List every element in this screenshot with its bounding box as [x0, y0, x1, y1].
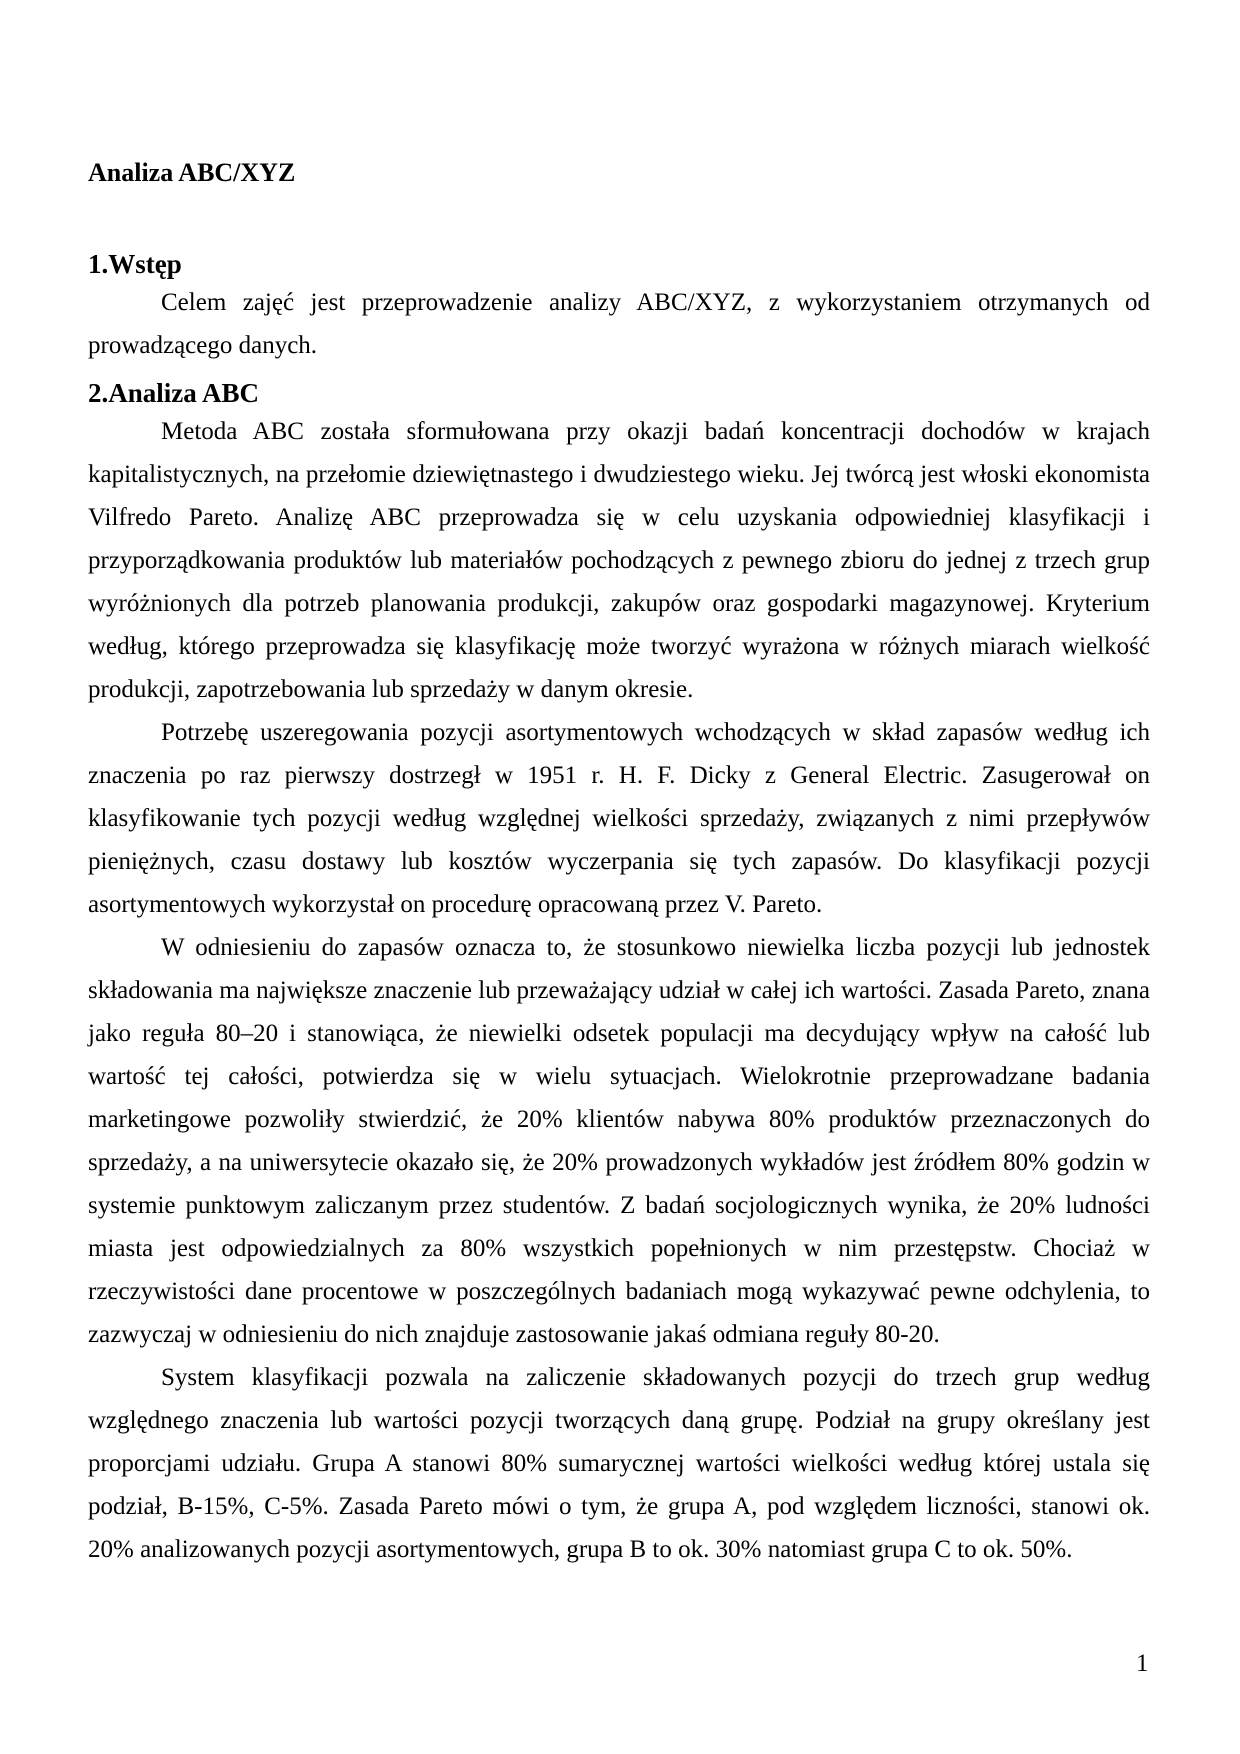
section-heading: 2.Analiza ABC	[88, 378, 260, 408]
section-introduction	[88, 247, 1150, 367]
document-title: Analiza ABC/XYZ	[88, 158, 296, 187]
paragraph: Potrzebę uszeregowania pozycji asortymentowych wchodzących w skład zapasów według ich znaczenia po raz pierwszy dostrzegł w 1951 r. H. F. Dicky z General Electric. Zasugerował on klasyfikowanie tych pozycji według względnej wielkości sprzedaży, związanych z nimi przepływów pieniężnych, czasu dostawy lub kosztów wyczerpania się tych zapasów. Do klasyfikacji pozycji asortymentowych wykorzystał on procedurę opracowaną przez V. Pareto.	[88, 719, 1150, 918]
section-abc-analysis	[88, 376, 1150, 1571]
paragraph: W odniesieniu do zapasów oznacza to, że stosunkowo niewielka liczba pozycji lub jednostek składowania ma największe znaczenie lub przeważający udział w całej ich wartości. Zasada Pareto, znana jako reguła 80–20 i stanowiąca, że niewielki odsetek populacji ma decydujący wpływ na całość lub wartość tej całości, potwierdza się w wielu sytuacjach. Wielokrotnie przeprowadzane badania marketingowe pozwoliły stwierdzić, że 20% klientów nabywa 80% produktów przeznaczonych do sprzedaży, a na uniwersytecie okazało się, że 20% prowadzonych wykładów jest źródłem 80% godzin w systemie punktowym zaliczanym przez studentów. Z badań socjologicznych wynika, że 20% ludności miasta jest odpowiedzialnych za 80% wszystkich popełnionych w nim przestępstw. Chociaż w rzeczywistości dane procentowe w poszczególnych badaniach mogą wykazywać pewne odchylenia, to zazwyczaj w odniesieniu do nich znajduje zastosowanie jakaś odmiana reguły 80-20.	[88, 934, 1150, 1348]
page-number: 1	[1136, 1650, 1149, 1677]
paragraph: Metoda ABC została sformułowana przy okazji badań koncentracji dochodów w krajach kapitalistycznych, na przełomie dziewiętnastego i dwudziestego wieku. Jej twórcą jest włoski ekonomista Vilfredo Pareto. Analizę ABC przeprowadza się w celu uzyskania odpowiedniej klasyfikacji i przyporządkowania produktów lub materiałów pochodzących z pewnego zbioru do jednej z trzech grup wyróżnionych dla potrzeb planowania produkcji, zakupów oraz gospodarki magazynowej. Kryterium według, którego przeprowadza się klasyfikację może tworzyć wyrażona w różnych miarach wielkość produkcji, zapotrzebowania lub sprzedaży w danym okresie.	[88, 418, 1150, 703]
paragraph: System klasyfikacji pozwala na zaliczenie składowanych pozycji do trzech grup według względnego znaczenia lub wartości pozycji tworzących daną grupę. Podział na grupy określany jest proporcjami udziału. Grupa A stanowi 80% sumarycznej wartości wielkości według której ustala się podział, B-15%, C-5%. Zasada Pareto mówi o tym, że grupa A, pod względem liczności, stanowi ok. 20% analizowanych pozycji asortymentowych, grupa B to ok. 30% natomiast grupa C to ok. 50%.	[88, 1364, 1150, 1563]
paragraph: Celem zajęć jest przeprowadzenie analizy ABC/XYZ, z wykorzystaniem otrzymanych od prowadzącego danych.	[88, 289, 1150, 359]
section-heading: 1.Wstęp	[88, 249, 182, 279]
